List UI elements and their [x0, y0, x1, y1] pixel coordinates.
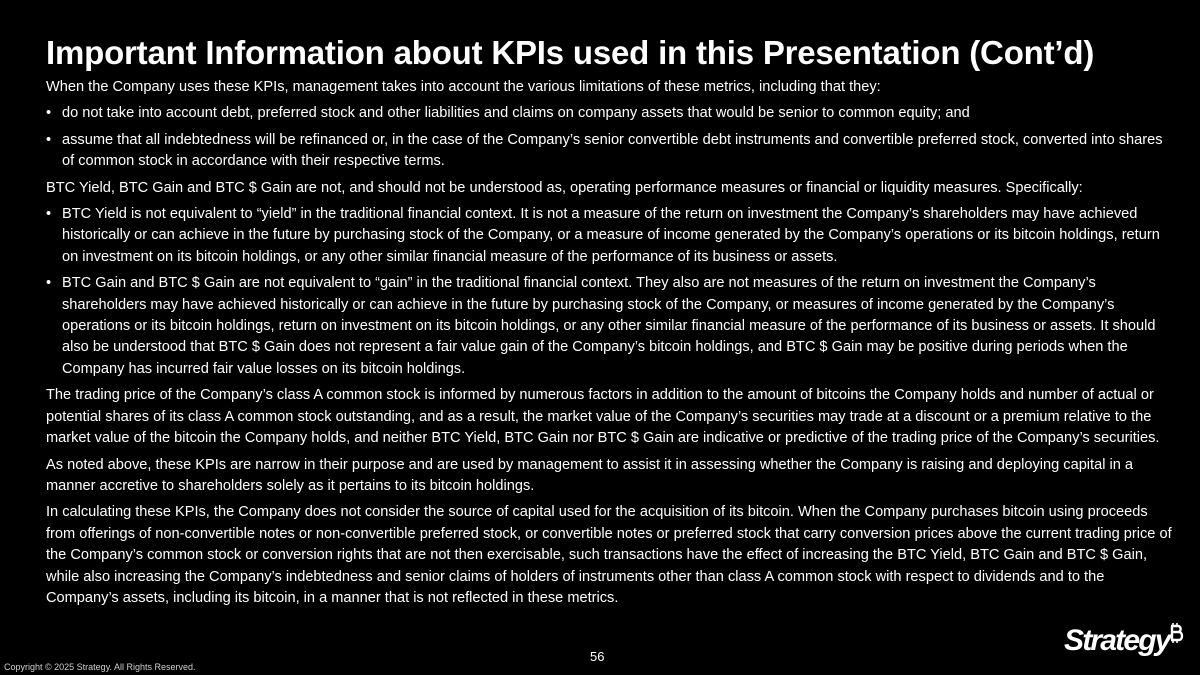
list-item-text: assume that all indebtedness will be refinanced or, in the case of the Company’s senior convertible debt instruments and convertible preferred stock, converted into shares of common stock in accordance with their respective terms. — [62, 131, 1163, 170]
logo-wordmark: Strategy — [1064, 624, 1170, 657]
limitations-list — [46, 103, 1176, 172]
intro-paragraph: When the Company uses these KPIs, management takes into account the various limitations of these metrics, including that they: — [46, 79, 881, 95]
trading-price-paragraph: The trading price of the Company’s class A common stock is informed by numerous factors in addition to the amount of bitcoins the Company holds and number of actual or potential shares of its class A common stock outstanding, and as a result, the market value of the Company’s securities may trade at a discount or a premium relative to the market value of the bitcoin the Company holds, and neither BTC Yield, BTC Gain nor BTC $ Gain are indicative or predictive of the trading price of the Company’s securities. — [46, 387, 1160, 447]
capital-source-paragraph: In calculating these KPIs, the Company does not consider the source of capital used for the acquisition of its bitcoin. When the Company purchases bitcoin using proceeds from offerings of non-convertible notes or non-convertible preferred stock, or convertible notes or preferred stock that carry conversion prices above the current trading price of the Company’s common stock or conversion rights that are not then exercisable, such transactions have the effect of increasing the BTC Yield, BTC Gain and BTC $ Gain, while also increasing the Company’s indebtedness and senior claims of holders of instruments other than class A common stock with respect to dividends and to the Company’s assets, including its bitcoin, in a manner that is not reflected in these metrics. — [46, 504, 1172, 606]
list-item-text: BTC Yield is not equivalent to “yield” in the traditional financial context. It is not a measure of the return on investment the Company’s shareholders may have achieved historically or can achieve in the future by purchasing stock of the Company, or a measure of income generated by the Company’s operations or its bitcoin holdings, return on investment on its bitcoin holdings, or any other similar financial measure of the performance of its business or assets. — [62, 206, 1160, 265]
page-number: 56 — [590, 649, 605, 664]
bullet-icon: • — [46, 131, 52, 148]
page-title: Important Information about KPIs used in this Presentation (Cont’d) — [46, 34, 1095, 71]
strategy-logo — [1064, 622, 1188, 662]
slide-body — [46, 77, 1176, 614]
list-item-text: BTC Gain and BTC $ Gain are not equivalent to “gain” in the traditional financial context. They also are not measures of the return on investment the Company’s shareholders may have achieved historically or can achieve in the future by purchasing stock of the Company, or measures of income generated by the Company’s operations or its bitcoin holdings, return on investment on its bitcoin holdings, or any other similar financial measure of the performance of its business or assets. It should also be understood that BTC $ Gain does not represent a fair value gain of the Company’s bitcoin holdings, and BTC $ Gain may be positive during periods when the Company has incurred fair value losses on its bitcoin holdings. — [62, 275, 1156, 377]
bullet-icon: • — [46, 275, 52, 292]
copyright-notice: Copyright © 2025 Strategy. All Rights Reserved. — [4, 662, 196, 672]
narrow-purpose-paragraph: As noted above, these KPIs are narrow in their purpose and are used by management to assist it in assessing whether the Company is raising and deploying capital in a manner accretive to shareholders solely as it pertains to its bitcoin holdings. — [46, 456, 1134, 494]
bullet-icon: • — [46, 206, 52, 223]
measures-intro-paragraph: BTC Yield, BTC Gain and BTC $ Gain are not, and should not be understood as, operating performance measures or financial or liquidity measures. Specifically: — [46, 179, 1083, 196]
bullet-icon: • — [46, 105, 52, 122]
list-item — [46, 103, 1176, 124]
list-item-text: do not take into account debt, preferred stock and other liabilities and claims on company assets that would be senior to common equity; and — [62, 105, 970, 122]
list-item — [46, 130, 1176, 173]
list-item — [46, 204, 1176, 268]
measures-list — [46, 204, 1176, 380]
bitcoin-b-icon — [1169, 622, 1185, 644]
list-item — [46, 273, 1176, 380]
